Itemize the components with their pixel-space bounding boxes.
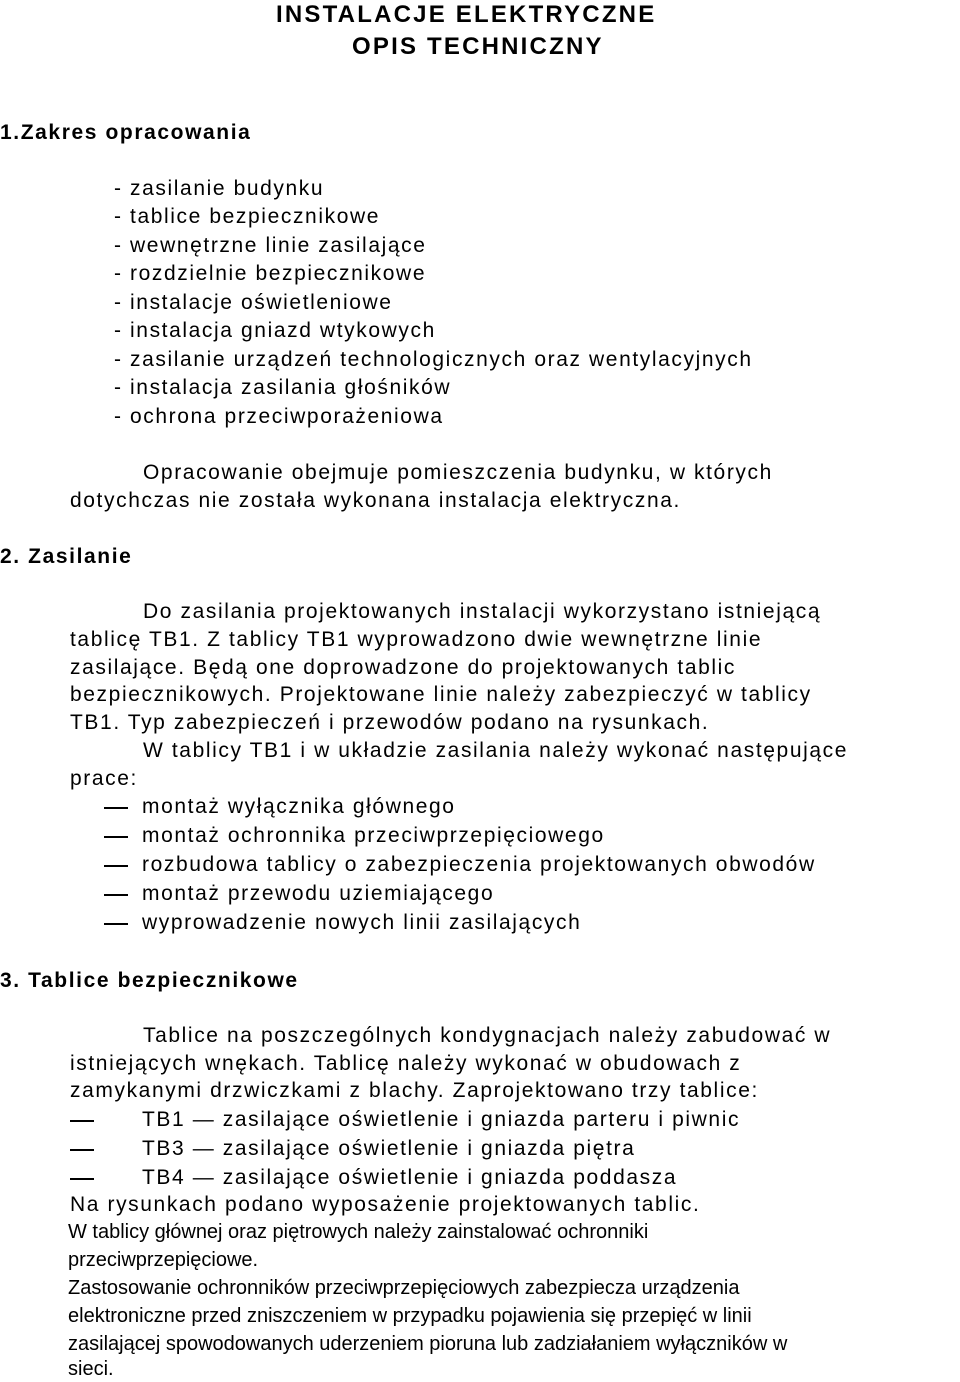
dash-bullet xyxy=(104,894,128,896)
document-subtitle: OPIS TECHNICZNY xyxy=(352,33,604,60)
section-3-heading: 3. Tablice bezpiecznikowe xyxy=(0,969,299,992)
scope-item: - zasilanie urządzeń technologicznych oraz wentylacyjnych xyxy=(114,348,753,371)
paragraph-line: zasilające. Będą one doprowadzone do projektowanych tablic xyxy=(70,656,737,679)
dash-bullet xyxy=(70,1120,94,1122)
scope-item: - instalacja gniazd wtykowych xyxy=(114,319,436,342)
scope-item: - zasilanie budynku xyxy=(114,177,325,200)
paragraph-line: Do zasilania projektowanych instalacji wykorzystano istniejącą xyxy=(143,600,822,623)
dash-bullet xyxy=(104,836,128,838)
dash-bullet xyxy=(104,923,128,925)
paragraph-line: przeciwprzepięciowe. xyxy=(68,1249,259,1271)
work-item: montaż przewodu uziemiającego xyxy=(142,882,495,905)
switchboard-item: TB4 — zasilające oświetlenie i gniazda poddasza xyxy=(142,1166,678,1189)
paragraph-line: TB1. Typ zabezpieczeń i przewodów podano na rysunkach. xyxy=(70,711,710,734)
paragraph-line: Zastosowanie ochronników przeciwprzepięciowych zabezpiecza urządzenia xyxy=(68,1277,740,1299)
paragraph-line: Tablice na poszczególnych kondygnacjach należy zabudować w xyxy=(143,1024,832,1047)
scope-item: - wewnętrzne linie zasilające xyxy=(114,234,427,257)
work-item: rozbudowa tablicy o zabezpieczenia projektowanych obwodów xyxy=(142,853,816,876)
switchboard-item: TB3 — zasilające oświetlenie i gniazda piętra xyxy=(142,1137,636,1160)
paragraph-line: bezpiecznikowych. Projektowane linie należy zabezpieczyć w tablicy xyxy=(70,683,812,706)
paragraph-line: dotychczas nie została wykonana instalacja elektryczna. xyxy=(70,489,681,512)
dash-bullet xyxy=(104,807,128,809)
paragraph-line: Na rysunkach podano wyposażenie projektowanych tablic. xyxy=(70,1193,701,1216)
dash-bullet xyxy=(70,1149,94,1151)
paragraph-line: tablicę TB1. Z tablicy TB1 wyprowadzono dwie wewnętrzne linie xyxy=(70,628,763,651)
scope-item: - rozdzielnie bezpiecznikowe xyxy=(114,262,427,285)
section-2-heading: 2. Zasilanie xyxy=(0,545,133,568)
scope-item: - tablice bezpiecznikowe xyxy=(114,205,381,228)
paragraph-line: zasilającej spowodowanych uderzeniem pioruna lub zadziałaniem wyłączników w xyxy=(68,1333,788,1355)
dash-bullet xyxy=(104,865,128,867)
dash-bullet xyxy=(70,1178,94,1180)
paragraph-line: istniejących wnękach. Tablicę należy wykonać w obudowach z xyxy=(70,1052,742,1075)
section-1-heading: 1.Zakres opracowania xyxy=(0,121,252,144)
work-item: montaż wyłącznika głównego xyxy=(142,795,456,818)
scope-item: - ochrona przeciwporażeniowa xyxy=(114,405,444,428)
switchboard-item: TB1 — zasilające oświetlenie i gniazda parteru i piwnic xyxy=(142,1108,741,1131)
paragraph-line: elektroniczne przed zniszczeniem w przypadku pojawienia się przepięć w linii xyxy=(68,1305,752,1327)
paragraph-line: W tablicy głównej oraz piętrowych należy zainstalować ochronniki xyxy=(68,1221,649,1243)
scope-item: - instalacja zasilania głośników xyxy=(114,376,452,399)
paragraph-line: W tablicy TB1 i w układzie zasilania należy wykonać następujące xyxy=(143,739,849,762)
work-item: montaż ochronnika przeciwprzepięciowego xyxy=(142,824,605,847)
document-title: INSTALACJE ELEKTRYCZNE xyxy=(276,1,657,28)
paragraph-line: sieci. xyxy=(68,1358,114,1380)
paragraph-line: prace: xyxy=(70,767,138,790)
paragraph-line: Opracowanie obejmuje pomieszczenia budynku, w których xyxy=(143,461,773,484)
work-item: wyprowadzenie nowych linii zasilających xyxy=(142,911,582,934)
paragraph-line: zamykanymi drzwiczkami z blachy. Zaprojektowano trzy tablice: xyxy=(70,1079,759,1102)
scope-item: - instalacje oświetleniowe xyxy=(114,291,393,314)
